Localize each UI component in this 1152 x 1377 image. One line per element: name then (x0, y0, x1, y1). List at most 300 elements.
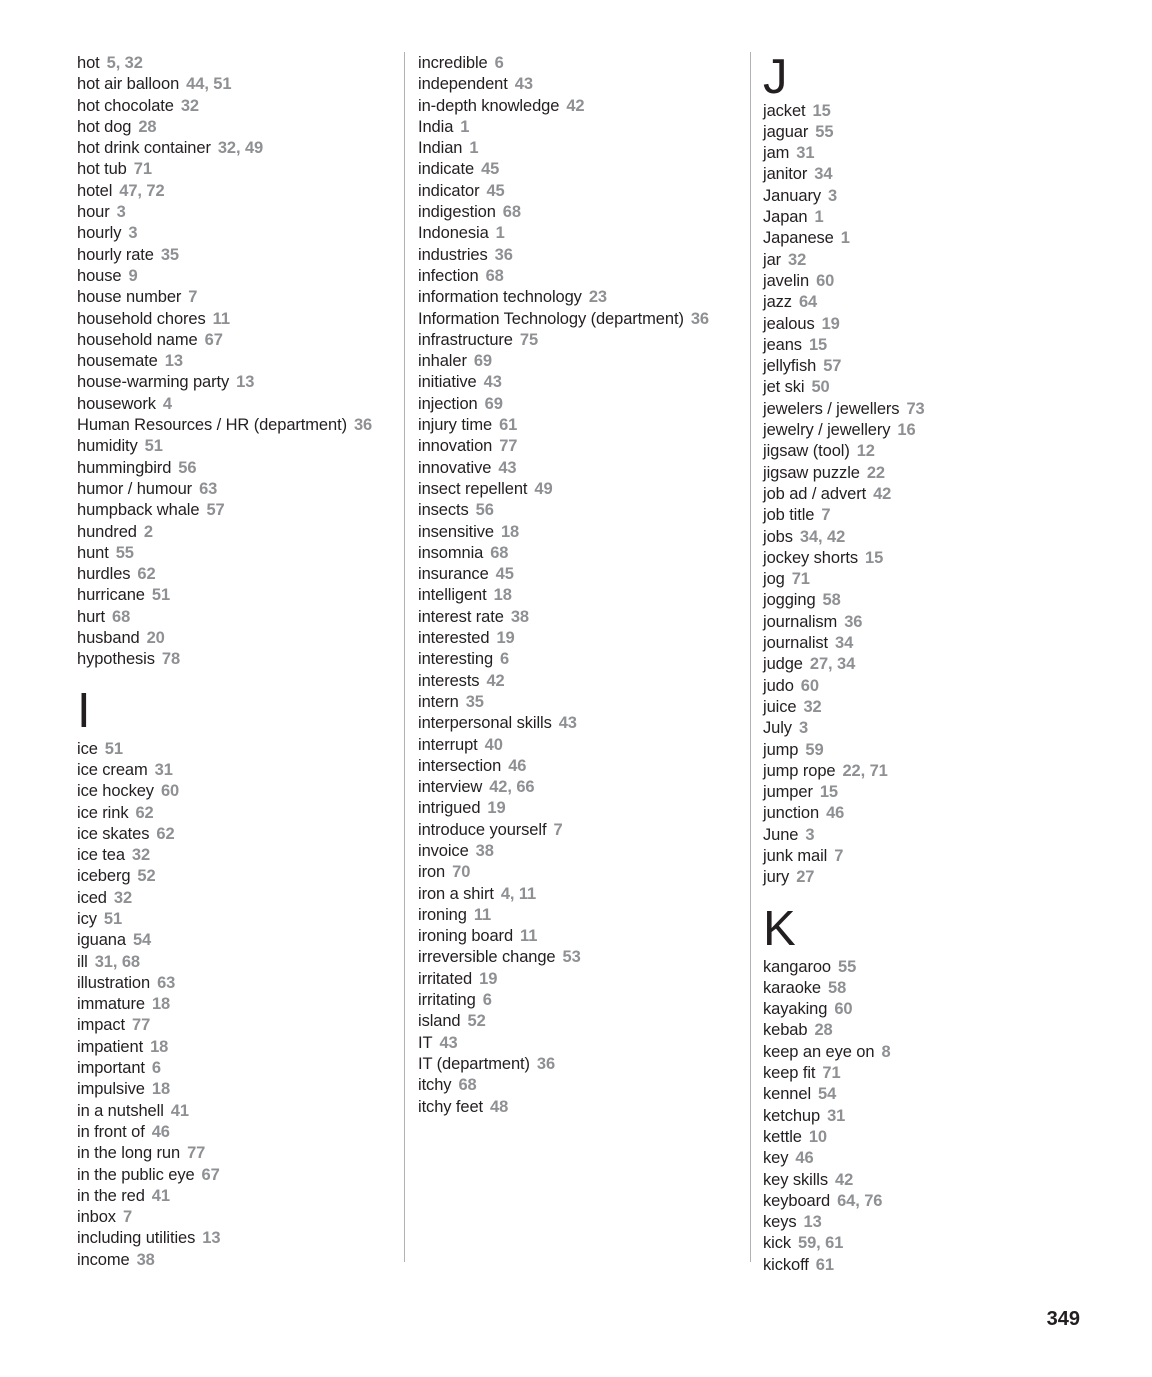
entry-term: hot dog (77, 117, 132, 136)
section-header-K (763, 889, 1093, 957)
entry-page-refs: 15 (808, 335, 828, 354)
index-entry (763, 612, 1093, 633)
entry-term: humidity (77, 437, 138, 456)
index-entry (763, 143, 1093, 164)
entry-page-refs: 60 (160, 782, 180, 801)
index-entry (418, 671, 748, 692)
index-entry (763, 463, 1093, 484)
entry-page-refs: 42 (486, 671, 505, 690)
index-entry (418, 74, 748, 95)
entry-term: Japanese (763, 229, 834, 248)
entry-term: job ad / advert (763, 484, 867, 503)
entry-page-refs: 73 (906, 399, 925, 418)
index-entry (77, 372, 402, 393)
index-entry (763, 1127, 1093, 1148)
index-entry (763, 803, 1093, 824)
entry-page-refs: 7 (122, 1208, 133, 1227)
entry-term: keep fit (763, 1064, 816, 1083)
index-entry (418, 53, 748, 74)
index-entry (77, 930, 402, 951)
entry-page-refs: 36 (353, 416, 373, 435)
entry-page-refs: 50 (811, 378, 830, 397)
entry-page-refs: 54 (132, 931, 152, 950)
index-column-1 (77, 53, 402, 1271)
index-entry (77, 1165, 402, 1186)
entry-page-refs: 46 (508, 756, 527, 775)
entry-page-refs: 34 (835, 634, 854, 653)
entry-term: indigestion (418, 203, 496, 222)
index-entry (763, 590, 1093, 611)
entry-page-refs: 22 (866, 463, 885, 482)
entry-term: island (418, 1012, 461, 1031)
entry-page-refs: 7 (553, 820, 563, 839)
index-entry (77, 739, 402, 760)
entry-term: hypothesis (77, 650, 155, 669)
entry-term: jar (763, 250, 782, 269)
index-entry (77, 53, 402, 74)
index-entry (763, 1084, 1093, 1105)
entry-page-refs: 3 (116, 203, 126, 222)
entry-page-refs: 43 (514, 75, 533, 94)
index-entry (77, 628, 402, 649)
entry-page-refs: 1 (840, 229, 850, 248)
column-divider (750, 52, 751, 1262)
index-entry (77, 309, 402, 330)
entry-term: ice hockey (77, 782, 154, 801)
entry-term: ice tea (77, 846, 125, 865)
entry-term: intern (418, 692, 459, 711)
index-entry (418, 990, 748, 1011)
entry-page-refs: 13 (164, 352, 183, 371)
page-number: 349 (1046, 1308, 1080, 1330)
entry-page-refs: 68 (458, 1076, 477, 1095)
entry-page-refs: 47, 72 (119, 181, 165, 200)
entry-page-refs: 61 (815, 1255, 834, 1274)
index-entry (77, 760, 402, 781)
entry-term: hot chocolate (77, 96, 174, 115)
entry-term: jaguar (763, 122, 809, 141)
index-entry (77, 1058, 402, 1079)
entry-term: kebab (763, 1021, 808, 1040)
entry-page-refs: 16 (897, 421, 916, 440)
entry-page-refs: 55 (115, 543, 134, 562)
entry-page-refs: 71 (133, 160, 152, 179)
entry-term: karaoke (763, 978, 822, 997)
entry-term: ironing board (418, 927, 514, 946)
entry-term: keys (763, 1213, 797, 1232)
entry-term: ice skates (77, 824, 150, 843)
entry-term: interested (418, 629, 490, 648)
entry-page-refs: 62 (137, 565, 156, 584)
entry-page-refs: 34 (814, 165, 833, 184)
entry-page-refs: 36 (494, 245, 513, 264)
entry-term: introduce yourself (418, 820, 547, 839)
entry-page-refs: 42 (835, 1170, 854, 1189)
index-entry (77, 1207, 402, 1228)
entry-page-refs: 6 (151, 1059, 161, 1078)
entry-page-refs: 58 (822, 591, 841, 610)
entry-page-refs: 3 (798, 719, 809, 738)
entry-page-refs: 38 (136, 1250, 155, 1269)
entry-term: Indonesia (418, 224, 489, 243)
index-entry (77, 564, 402, 585)
entry-term: infrastructure (418, 330, 513, 349)
entry-page-refs: 36 (844, 612, 863, 631)
index-entry (77, 1101, 402, 1122)
entry-term: keep an eye on (763, 1042, 875, 1061)
entry-term: Japan (763, 208, 808, 227)
entry-page-refs: 46 (151, 1122, 170, 1141)
entry-term: key (763, 1149, 789, 1168)
entry-term: insensitive (418, 522, 494, 541)
index-entry (418, 1054, 748, 1075)
entry-page-refs: 48 (490, 1097, 509, 1116)
entry-page-refs: 55 (815, 122, 834, 141)
entry-term: innovation (418, 437, 493, 456)
entry-term: interest rate (418, 607, 504, 626)
entry-page-refs: 5, 32 (106, 54, 143, 72)
entry-page-refs: 19 (821, 314, 840, 333)
index-entry (77, 159, 402, 180)
index-entry (763, 654, 1093, 675)
entry-page-refs: 52 (467, 1012, 486, 1031)
entry-term: key skills (763, 1170, 829, 1189)
entry-page-refs: 15 (812, 101, 831, 120)
entry-page-refs: 13 (202, 1229, 221, 1248)
index-entry (763, 1106, 1093, 1127)
entry-term: jazz (763, 293, 792, 312)
entry-page-refs: 20 (146, 629, 165, 648)
entry-page-refs: 3 (128, 224, 138, 243)
index-entry (763, 569, 1093, 590)
index-entry (763, 867, 1093, 888)
entry-page-refs: 31 (796, 144, 815, 163)
entry-term: inbox (77, 1208, 116, 1227)
entry-page-refs: 15 (865, 548, 884, 567)
entry-term: judo (763, 676, 794, 695)
entry-term: immature (77, 995, 145, 1014)
entry-page-refs: 45 (486, 181, 505, 200)
entry-page-refs: 4 (162, 394, 172, 413)
entry-term: hurdles (77, 565, 131, 584)
entry-page-refs: 68 (502, 203, 521, 222)
index-entry (77, 824, 402, 845)
index-entry (763, 978, 1093, 999)
index-entry (77, 649, 402, 670)
entry-page-refs: 42 (566, 96, 585, 115)
index-entry (77, 845, 402, 866)
entry-term: hourly rate (77, 245, 154, 264)
index-entry (763, 377, 1093, 398)
entry-page-refs: 36 (690, 309, 709, 328)
entry-term: icy (77, 909, 97, 928)
index-entry (763, 484, 1093, 505)
entry-term: independent (418, 75, 508, 94)
entry-term: jet ski (763, 378, 805, 397)
entry-term: job title (763, 506, 815, 525)
index-entry (418, 884, 748, 905)
entry-page-refs: 71 (791, 570, 810, 589)
entry-term: jeans (763, 335, 802, 354)
index-entry (77, 607, 402, 628)
index-entry (418, 202, 748, 223)
entry-term: iceberg (77, 867, 131, 886)
index-entry (418, 585, 748, 606)
entry-term: judge (763, 655, 803, 674)
index-entry (418, 245, 748, 266)
index-entry (77, 1015, 402, 1036)
entry-page-refs: 59 (805, 740, 824, 759)
index-entry (418, 96, 748, 117)
entry-page-refs: 71 (822, 1064, 841, 1083)
entry-page-refs: 77 (132, 1016, 151, 1035)
section-letter: I (77, 683, 91, 738)
entry-page-refs: 62 (156, 824, 175, 843)
entry-page-refs: 1 (460, 117, 470, 136)
entry-term: innovative (418, 458, 492, 477)
entry-page-refs: 69 (484, 394, 503, 413)
entry-page-refs: 55 (838, 957, 857, 976)
entry-term: illustration (77, 973, 151, 992)
index-entry (418, 415, 748, 436)
entry-term: interesting (418, 650, 494, 669)
entry-term: kick (763, 1234, 792, 1253)
entry-page-refs: 41 (170, 1101, 189, 1120)
entry-term: hour (77, 203, 110, 222)
entry-page-refs: 1 (495, 224, 505, 243)
entry-term: husband (77, 629, 140, 648)
index-entry (418, 436, 748, 457)
index-entry (418, 947, 748, 968)
index-entry (763, 250, 1093, 271)
entry-page-refs: 18 (493, 586, 512, 605)
entry-term: iron a shirt (418, 884, 494, 903)
entry-term: IT (418, 1033, 433, 1052)
entry-term: housemate (77, 352, 158, 371)
section-header-I (77, 671, 402, 739)
entry-page-refs: 51 (151, 586, 171, 605)
entry-page-refs: 13 (803, 1213, 822, 1232)
entry-page-refs: 18 (500, 522, 520, 541)
index-entry (763, 1212, 1093, 1233)
entry-term: irreversible change (418, 948, 556, 967)
index-entry (77, 585, 402, 606)
index-entry (77, 181, 402, 202)
entry-term: house-warming party (77, 373, 230, 392)
entry-term: Indian (418, 139, 463, 158)
index-entry (418, 543, 748, 564)
entry-page-refs: 19 (479, 969, 498, 988)
entry-term: ironing (418, 905, 467, 924)
entry-term: in the public eye (77, 1165, 195, 1184)
index-entry (763, 527, 1093, 548)
section-letter: J (763, 50, 788, 104)
entry-term: hot air balloon (77, 75, 180, 94)
entry-page-refs: 7 (188, 288, 198, 307)
entry-term: impact (77, 1016, 125, 1035)
entry-term: January (763, 186, 822, 205)
entry-term: kangaroo (763, 957, 832, 976)
entry-term: injection (418, 394, 478, 413)
entry-page-refs: 9 (128, 266, 138, 285)
index-entry (77, 522, 402, 543)
entry-term: jockey shorts (763, 548, 858, 567)
index-entry (763, 740, 1093, 761)
index-entry (418, 735, 748, 756)
entry-page-refs: 12 (856, 442, 875, 461)
entry-page-refs: 68 (112, 607, 131, 626)
index-entry (77, 803, 402, 824)
index-entry (418, 905, 748, 926)
index-entry (77, 479, 402, 500)
entry-term: kickoff (763, 1255, 809, 1274)
index-column-2 (418, 53, 748, 1118)
index-entry (77, 1122, 402, 1143)
entry-page-refs: 40 (484, 735, 503, 754)
entry-term: hurricane (77, 586, 145, 605)
entry-term: income (77, 1250, 130, 1269)
entry-page-refs: 52 (137, 867, 156, 886)
index-entry (418, 607, 748, 628)
entry-term: hundred (77, 522, 137, 541)
entry-page-refs: 28 (814, 1021, 833, 1040)
entry-term: insomnia (418, 543, 484, 562)
entry-term: junk mail (763, 846, 828, 865)
entry-page-refs: 42 (873, 484, 892, 503)
entry-page-refs: 11 (473, 905, 492, 924)
index-entry (77, 223, 402, 244)
entry-term: infection (418, 266, 479, 285)
index-entry (418, 266, 748, 287)
entry-term: jam (763, 144, 790, 163)
entry-page-refs: 41 (151, 1186, 170, 1205)
entry-term: insect repellent (418, 479, 528, 498)
entry-term: irritated (418, 969, 473, 988)
index-entry (418, 330, 748, 351)
index-entry (418, 287, 748, 308)
index-entry (77, 458, 402, 479)
entry-page-refs: 45 (495, 565, 514, 584)
index-entry (77, 74, 402, 95)
entry-term: juice (763, 697, 797, 716)
entry-page-refs: 32, 49 (217, 139, 264, 158)
entry-term: hummingbird (77, 458, 172, 477)
index-entry (763, 999, 1093, 1020)
entry-page-refs: 27, 34 (809, 655, 856, 674)
index-entry (763, 718, 1093, 739)
entry-term: household name (77, 330, 198, 349)
index-entry (418, 820, 748, 841)
entry-page-refs: 78 (161, 650, 181, 669)
entry-term: jog (763, 570, 785, 589)
entry-term: in front of (77, 1122, 145, 1141)
entry-page-refs: 31 (827, 1106, 846, 1125)
entry-page-refs: 32 (131, 846, 151, 865)
entry-term: housework (77, 394, 156, 413)
entry-term: journalism (763, 612, 838, 631)
index-entry (77, 1228, 402, 1249)
index-entry (763, 228, 1093, 249)
entry-page-refs: 61 (499, 416, 518, 435)
entry-term: keyboard (763, 1191, 831, 1210)
entry-term: jigsaw (tool) (763, 442, 850, 461)
index-entry (77, 351, 402, 372)
entry-page-refs: 35 (160, 245, 180, 264)
entry-page-refs: 63 (157, 973, 176, 992)
index-entry (418, 372, 748, 393)
entry-term: invoice (418, 841, 469, 860)
entry-page-refs: 57 (206, 501, 225, 520)
index-entry (77, 543, 402, 564)
entry-page-refs: 64, 76 (837, 1191, 883, 1210)
entry-page-refs: 1 (469, 139, 479, 158)
index-entry (418, 841, 748, 862)
index-entry (763, 1063, 1093, 1084)
entry-term: India (418, 117, 454, 136)
entry-page-refs: 13 (236, 373, 255, 392)
index-entry (763, 186, 1093, 207)
entry-page-refs: 32 (788, 250, 807, 269)
entry-page-refs: 8 (881, 1042, 891, 1061)
index-entry (77, 973, 402, 994)
index-entry (77, 202, 402, 223)
entry-term: initiative (418, 373, 477, 392)
entry-term: jumper (763, 783, 813, 802)
index-entry (77, 500, 402, 521)
entry-term: ice rink (77, 803, 129, 822)
entry-page-refs: 2 (143, 522, 153, 541)
entry-term: ketchup (763, 1106, 821, 1125)
index-entry (418, 458, 748, 479)
entry-page-refs: 70 (452, 863, 471, 882)
index-entry (418, 138, 748, 159)
entry-term: in-depth knowledge (418, 96, 560, 115)
entry-page-refs: 6 (500, 650, 510, 669)
index-entry (418, 1075, 748, 1096)
entry-term: house (77, 266, 122, 285)
entry-page-refs: 3 (805, 825, 815, 844)
index-entry (418, 969, 748, 990)
entry-page-refs: 32 (113, 888, 133, 907)
entry-page-refs: 11 (212, 309, 230, 328)
index-entry (418, 926, 748, 947)
entry-term: hot tub (77, 160, 127, 179)
index-entry (763, 1148, 1093, 1169)
entry-page-refs: 3 (828, 186, 838, 205)
index-entry (418, 713, 748, 734)
entry-page-refs: 7 (821, 506, 831, 525)
index-entry (418, 1011, 748, 1032)
entry-page-refs: 6 (482, 991, 492, 1010)
entry-page-refs: 67 (201, 1165, 220, 1184)
entry-term: javelin (763, 271, 810, 290)
index-entry (763, 1191, 1093, 1212)
index-entry (418, 309, 748, 330)
index-entry (763, 957, 1093, 978)
entry-page-refs: 38 (510, 607, 529, 626)
index-entry (77, 117, 402, 138)
entry-term: hotel (77, 181, 113, 200)
index-entry (77, 330, 402, 351)
entry-page-refs: 10 (808, 1127, 827, 1146)
index-entry (418, 1097, 748, 1118)
entry-term: hurt (77, 607, 106, 626)
column-divider (404, 52, 405, 1262)
entry-page-refs: 67 (204, 330, 223, 349)
index-entry (418, 798, 748, 819)
index-entry (418, 394, 748, 415)
index-entry (763, 1233, 1093, 1254)
